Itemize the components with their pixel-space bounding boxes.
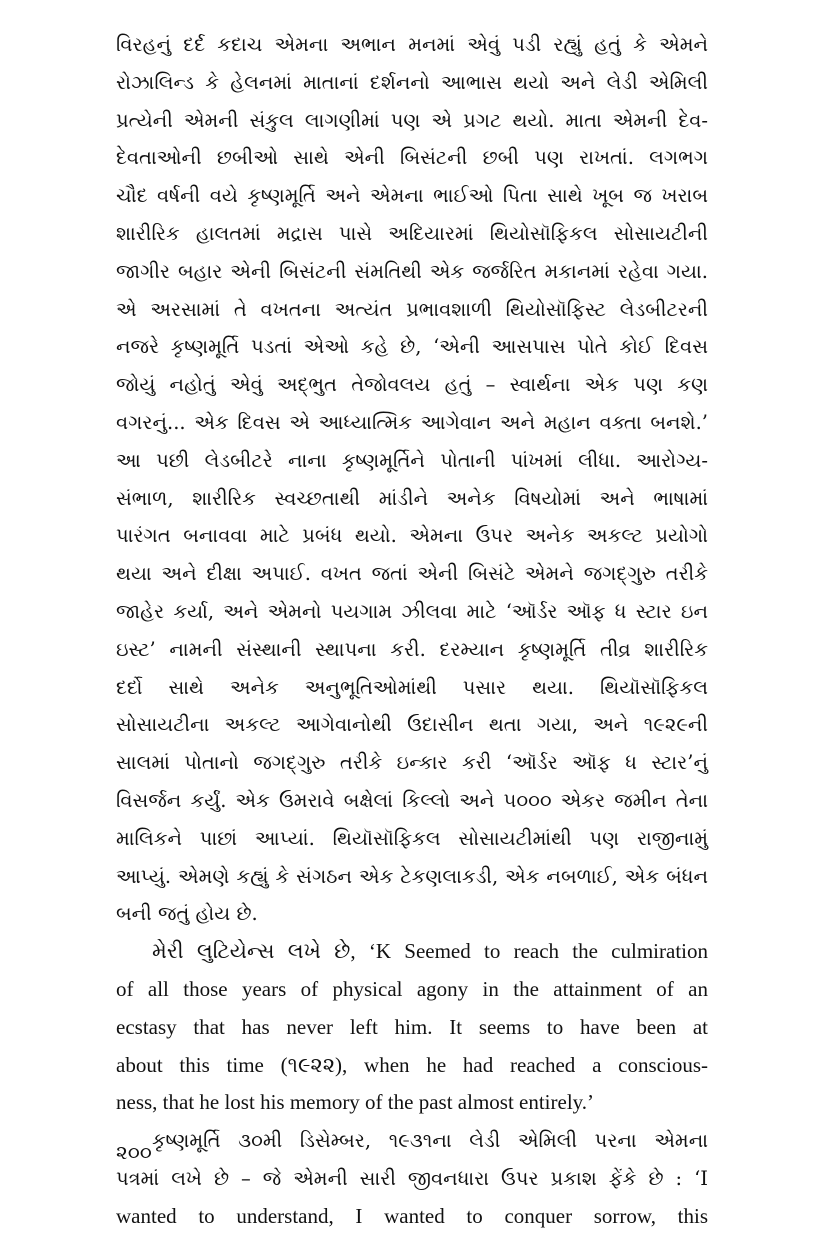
text-line: પત્રમાં લખે છે – જે એમની સારી જીવનધારા ઉપર પ્રકાશ ફેંકે છે : ‘I [116,1166,708,1190]
text-line: રોઝાલિન્ડ કે હેલનમાં માતાનાં દર્શનનો આભાસ થયો અને લેડી એમિલી [116,70,708,94]
text-line: wanted to understand, I wanted to conquer sorrow, this [116,1203,708,1228]
page-body [116,26,708,1236]
text-line: વિસર્જન કર્યું. એક ઉમરાવે બક્ષેલાં કિલ્લો અને ૫૦૦૦ એકર જમીન તેના [116,788,708,812]
text-line: જાગીર બહાર એની બિસંટની સંમતિથી એક જર્જરિત મકાનમાં રહેવા ગયા. [116,259,708,283]
text-line: પારંગત બનાવવા માટે પ્રબંધ થયો. એમના ઉપર અનેક અકલ્ટ પ્રયોગો [116,524,708,548]
text-line: ness, that he lost his memory of the past almost entirely.’ [116,1090,595,1115]
text-line: જાહેર કર્યા, અને એમનો પયગામ ઝીલવા માટે ‘ઑર્ડર ઑફ ધ સ્ટાર ઇન [116,599,708,623]
text-line: આ પછી લેડબીટરે નાના કૃષ્ણમૂર્તિને પોતાની પાંખમાં લીધા. આરોગ્ય- [116,448,708,472]
text-line: ચૌદ વર્ષની વયે કૃષ્ણમૂર્તિ અને એમના ભાઈઓ પિતા સાથે ખૂબ જ ખરાબ [116,184,708,208]
text-line: આપ્યું. એમણે કહ્યું કે સંગઠન એક ટેકણલાકડી, એક નબળાઈ, એક બંધન [116,864,708,888]
text-line: મેરી લુટિયેન્સ લખે છે, ‘K Seemed to reach the culmiration [152,939,708,964]
text-line: of all those years of physical agony in the attainment of an [116,976,708,1001]
text-line: દેવતાઓની છબીઓ સાથે એની બિસંટની છબી પણ રાખતાં. લગભગ [116,146,708,170]
text-line: ecstasy that has never left him. It seems to have been at [116,1014,708,1039]
text-line: about this time (૧૯૨૨), when he had reached a conscious- [116,1052,708,1077]
text-line: સોસાયટીના અકલ્ટ આગેવાનોથી ઉદાસીન થતા ગયા, અને ૧૯૨૯ની [116,713,708,737]
text-line: પ્રત્યેની એમની સંકુલ લાગણીમાં પણ એ પ્રગટ થયો. માતા એમની દેવ- [116,108,708,132]
paragraph-1 [116,26,708,933]
text-line: થયા અને દીક્ષા અપાઈ. વખત જતાં એની બિસંટે એમને જગદ્‌ગુરુ તરીકે [116,562,708,586]
text-line: બની જતું હોય છે. [116,902,258,926]
text-line: જોયું નહોતું એવું અદ્‌ભુત તેજોવલય હતું – સ્વાર્થના એક પણ કણ [116,373,708,397]
text-line: વગરનું... એક દિવસ એ આધ્યાત્મિક આગેવાન અને મહાન વક્તા બનશે.’ [116,410,708,434]
text-line: નજરે કૃષ્ણમૂર્તિ પડતાં એઓ કહે છે, ‘એની આસપાસ પોતે કોઈ દિવસ [116,335,708,359]
paragraph-2 [116,933,708,1122]
text-line: સાલમાં પોતાનો જગદ્‌ગુરુ તરીકે ઇન્કાર કરી ‘ઑર્ડર ઑફ ધ સ્ટાર’નું [116,751,708,775]
text-line: વિરહનું દર્દ કદાચ એમના અભાન મનમાં એવું પડી રહ્યું હતું કે એમને [116,33,708,56]
text-line: દર્દો સાથે અનેક અનુભૂતિઓમાંથી પસાર થયા. થિયૉસૉફિકલ [116,675,708,699]
text-line: સંભાળ, શારીરિક સ્વચ્છતાથી માંડીને અનેક વિષયોમાં અને ભાષામાં [116,486,708,510]
text-line: માલિકને પાછાં આપ્યાં. થિયૉસૉફિકલ સોસાયટીમાંથી પણ રાજીનામું [116,826,708,850]
text-line: કૃષ્ણમૂર્તિ ૩૦મી ડિસેમ્બર, ૧૯૩૧ના લેડી એમિલી પરના એમના [152,1129,708,1153]
text-line: એ અરસામાં તે વખતના અત્યંત પ્રભાવશાળી થિયોસૉફિસ્ટ લેડબીટરની [116,297,708,321]
page-number: ૨૦૦ [116,1140,152,1164]
paragraph-3 [116,1122,708,1235]
text-line: શારીરિક હાલતમાં મદ્રાસ પાસે અદિયારમાં થિયોસૉફિકલ સોસાયટીની [116,221,708,245]
text-line: ઇસ્ટ’ નામની સંસ્થાની સ્થાપના કરી. દરમ્યાન કૃષ્ણમૂર્તિ તીવ્ર શારીરિક [116,637,708,661]
